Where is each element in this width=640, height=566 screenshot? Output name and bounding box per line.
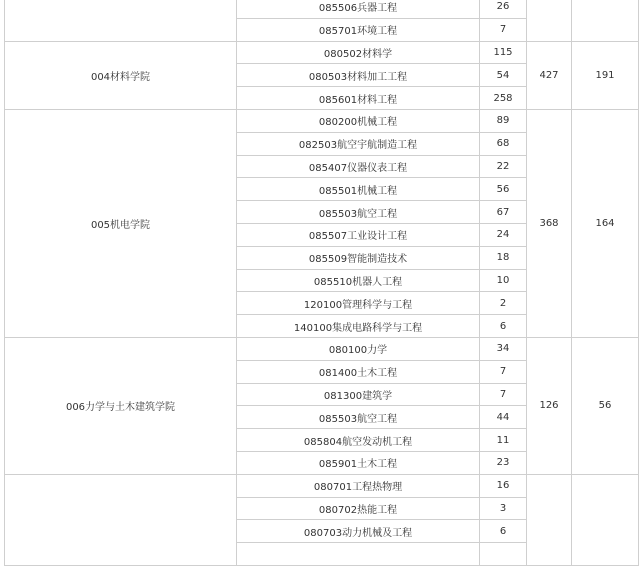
major-count-cell: 7 — [480, 383, 527, 406]
college-admit-cell — [572, 474, 639, 565]
major-count-cell — [480, 543, 527, 566]
major-cell: 085503航空工程 — [237, 201, 480, 224]
major-count-cell: 115 — [480, 41, 527, 64]
major-count-cell: 22 — [480, 155, 527, 178]
major-cell: 085901土木工程 — [237, 451, 480, 474]
major-count-cell: 3 — [480, 497, 527, 520]
major-count-cell: 34 — [480, 337, 527, 360]
college-admit-cell: 191 — [572, 41, 639, 109]
college-name-cell: 005机电学院 — [5, 109, 237, 337]
major-count-cell: 10 — [480, 269, 527, 292]
major-cell: 080502材料学 — [237, 41, 480, 64]
table-row — [5, 41, 639, 64]
admissions-table — [4, 0, 639, 566]
major-count-cell: 89 — [480, 109, 527, 132]
major-count-cell: 23 — [480, 451, 527, 474]
major-cell — [237, 543, 480, 566]
major-cell: 081300建筑学 — [237, 383, 480, 406]
major-cell: 085510机器人工程 — [237, 269, 480, 292]
college-name-cell — [5, 0, 237, 41]
college-name-cell: 006力学与土木建筑学院 — [5, 337, 237, 474]
major-count-cell: 11 — [480, 429, 527, 452]
major-cell: 082503航空宇航制造工程 — [237, 132, 480, 155]
college-total-cell: 427 — [527, 41, 572, 109]
major-cell: 080503材料加工工程 — [237, 64, 480, 87]
major-count-cell: 44 — [480, 406, 527, 429]
major-count-cell: 6 — [480, 315, 527, 338]
table-row — [5, 474, 639, 497]
college-total-cell: 368 — [527, 109, 572, 337]
major-count-cell: 24 — [480, 223, 527, 246]
major-cell: 085507工业设计工程 — [237, 223, 480, 246]
major-count-cell: 54 — [480, 64, 527, 87]
major-cell: 080703动力机械及工程 — [237, 520, 480, 543]
major-count-cell: 7 — [480, 18, 527, 41]
college-admit-cell: 164 — [572, 109, 639, 337]
major-count-cell: 67 — [480, 201, 527, 224]
table-row — [5, 0, 639, 18]
major-cell: 080701工程热物理 — [237, 474, 480, 497]
major-cell: 085601材料工程 — [237, 87, 480, 110]
major-count-cell: 68 — [480, 132, 527, 155]
college-admit-cell — [572, 0, 639, 41]
table-row — [5, 109, 639, 132]
major-count-cell: 7 — [480, 360, 527, 383]
major-count-cell: 26 — [480, 0, 527, 18]
major-cell: 085804航空发动机工程 — [237, 429, 480, 452]
major-cell: 085501机械工程 — [237, 178, 480, 201]
major-cell: 080200机械工程 — [237, 109, 480, 132]
table-body — [5, 0, 639, 565]
major-cell: 085503航空工程 — [237, 406, 480, 429]
major-cell: 080702热能工程 — [237, 497, 480, 520]
college-total-cell — [527, 0, 572, 41]
college-total-cell — [527, 474, 572, 565]
major-cell: 085407仪器仪表工程 — [237, 155, 480, 178]
college-name-cell — [5, 474, 237, 565]
college-name-cell: 004材料学院 — [5, 41, 237, 109]
major-count-cell: 56 — [480, 178, 527, 201]
major-cell: 085509智能制造技术 — [237, 246, 480, 269]
major-count-cell: 6 — [480, 520, 527, 543]
table-row — [5, 337, 639, 360]
college-admit-cell: 56 — [572, 337, 639, 474]
major-cell: 080100力学 — [237, 337, 480, 360]
major-count-cell: 18 — [480, 246, 527, 269]
major-cell: 085701环境工程 — [237, 18, 480, 41]
major-count-cell: 16 — [480, 474, 527, 497]
major-count-cell: 258 — [480, 87, 527, 110]
major-cell: 140100集成电路科学与工程 — [237, 315, 480, 338]
major-count-cell: 2 — [480, 292, 527, 315]
major-cell: 085506兵器工程 — [237, 0, 480, 18]
college-total-cell: 126 — [527, 337, 572, 474]
major-cell: 120100管理科学与工程 — [237, 292, 480, 315]
major-cell: 081400土木工程 — [237, 360, 480, 383]
